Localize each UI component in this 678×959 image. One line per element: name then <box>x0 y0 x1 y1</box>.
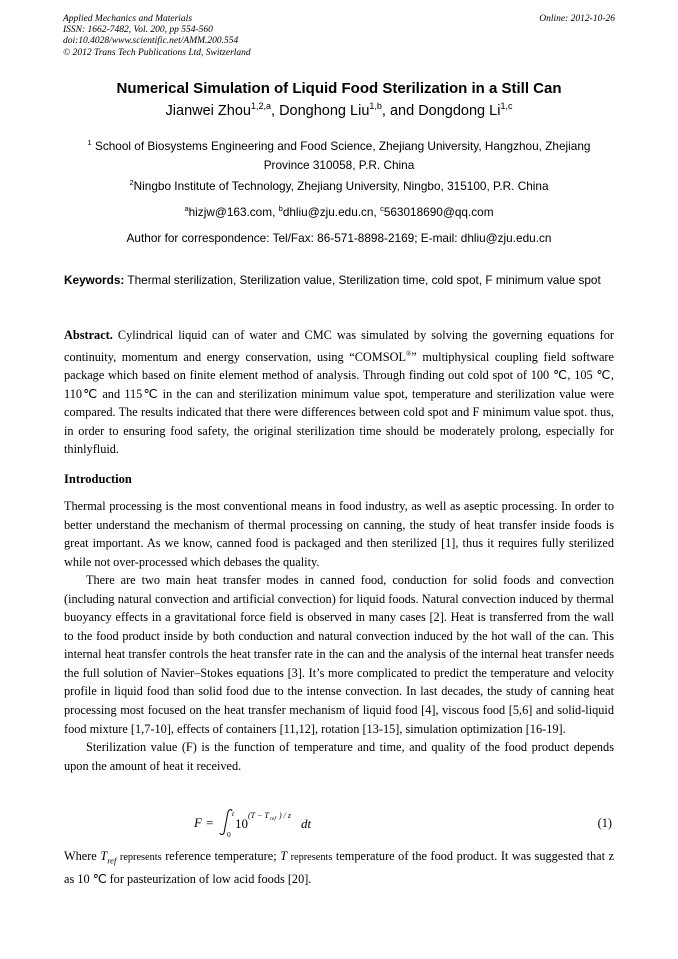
email-marker: b <box>278 204 283 213</box>
equation-exponent-subscript: ref <box>270 816 276 822</box>
abstract-label: Abstract. <box>64 328 113 342</box>
abstract-text: Cylindrical liquid can of water and CMC was simulated by solving the governing equations for continuity, momentum and energy conservation, using “COMSOL <box>64 328 614 364</box>
section-heading-introduction: Introduction <box>64 472 132 486</box>
email-separator: , <box>272 205 279 219</box>
integral-lower-limit: 0 <box>227 830 231 838</box>
email-marker: c <box>380 204 384 213</box>
author-name: Donghong Liu <box>279 103 370 119</box>
author-name: Dongdong Li <box>418 103 501 119</box>
author-list <box>0 103 678 119</box>
where-text: temperature of the food product. It was suggested that z as 10 ℃ for pasteurization of low acid foods [20]. <box>64 849 615 886</box>
represents-word: represents <box>119 852 162 863</box>
email-separator: , <box>373 205 381 219</box>
keywords-block <box>64 272 614 289</box>
equation-formula <box>190 808 320 838</box>
email-marker: a <box>184 204 189 213</box>
trademark-mark: ® <box>405 349 412 358</box>
tref-symbol: T <box>100 849 108 863</box>
copyright-line: © 2012 Trans Tech Publications Ltd, Switzerland <box>63 47 251 58</box>
equation-lhs: F = <box>194 815 214 830</box>
equation-exponent-end: ) / z <box>279 811 291 820</box>
t-symbol: T <box>280 849 288 863</box>
represents-word: represents <box>290 852 333 863</box>
author-separator: , and <box>381 103 419 119</box>
affiliation-marker: 1 <box>87 138 92 147</box>
journal-name: Applied Mechanics and Materials <box>63 14 193 24</box>
author-separator: , <box>271 103 280 119</box>
keywords-text: Thermal sterilization, Sterilization value, Sterilization time, cold spot, F minimum value spot <box>127 273 601 287</box>
affiliation-text: Ningbo Institute of Technology, Zhejiang University, Ningbo, 315100, P.R. China <box>133 179 549 193</box>
paper-title: Numerical Simulation of Liquid Food Sterilization in a Still Can <box>116 80 562 97</box>
email-address: 563018690@qq.com <box>383 205 494 219</box>
correspondence-line: Author for correspondence: Tel/Fax: 86-571-8898-2169; E-mail: dhliu@zju.edu.cn <box>126 231 552 245</box>
email-list <box>0 205 678 219</box>
tref-subscript: ref <box>107 855 117 866</box>
affiliation-text: School of Biosystems Engineering and Food Science, Zhejiang University, Hangzhou, Zhejiang Province 310058, P.R. China <box>94 139 591 172</box>
intro-paragraph: There are two main heat transfer modes in canned food, conduction for solid foods and convection (including natural convection and artificial convection) for liquid foods. Natural convection induced by thermal buoyancy effects in a gravitational force field is observed in many cases [2]. Heat is transferred from the wall to the food product inside by both conduction and natural convection induced by the hot wall of the can. This internal heat transfer controls the heat transfer rate in the can and the analysis of the internal heat transfer needs the full solution of Navier–Stokes equations [3]. It’s more complicated to predict the temperature and velocity profile in liquid food than solid food due to the intense convection. In last decades, the study of canning heat processing most focused on the heat transfer mechanism of liquid food [4], viscous food [5,6] and solid-liquid food mixture [1,7-10], effects of containers [11,12], rotation [13-15], simulation optimization [16-19]. <box>64 573 614 736</box>
author-superscript: 1,c <box>500 101 513 111</box>
keywords-label: Keywords: <box>64 273 125 287</box>
equation-differential: dt <box>301 816 312 831</box>
equation-exponent: (T − T <box>248 811 269 820</box>
author-name: Jianwei Zhou <box>165 103 251 119</box>
affiliation-marker: 2 <box>129 178 134 187</box>
integral-upper-limit: t <box>232 809 235 818</box>
author-superscript: 1,b <box>369 101 382 111</box>
where-paragraph <box>64 847 614 889</box>
where-text: reference temperature; <box>165 849 277 863</box>
author-superscript: 1,2,a <box>250 101 272 111</box>
intro-paragraph: Thermal processing is the most conventional means in food industry, as well as aseptic processing. In order to better understand the mechanism of thermal processing on canning, the study of heat transfer inside foods is great important. As we know, canned food is packaged and then sterilized [1], thus it requires fully sterilized while not over-processed which debases the quality. <box>64 499 614 569</box>
affiliation-1 <box>66 137 612 175</box>
intro-paragraph: Sterilization value (F) is the function of temperature and time, and quality of the food product depends upon the amount of heat it received. <box>64 740 614 773</box>
email-address: dhliu@zju.edu.cn <box>282 205 374 219</box>
abstract-text-continued: ” multiphysical coupling field software package which based on finite element method of analysis. Through finding out cold spot of 100 ℃, 105 ℃, 110℃ and 115℃ in the can and sterilization minimum value spot, temperature and sterilization value were compared. The results indicated that there were differences between cold spot and F minimum value spot. thus, in order to ensuring food safety, the original sterilization time should be moderately prolong, especially for thinlyfluid. <box>64 349 614 457</box>
equation-base: 10 <box>235 816 248 831</box>
affiliation-2 <box>0 179 678 193</box>
where-text: Where <box>64 849 97 863</box>
equation-1 <box>64 808 614 838</box>
online-date: Online: 2012-10-26 <box>539 14 615 24</box>
email-address: hizjw@163.com <box>188 205 273 219</box>
journal-header <box>63 14 615 59</box>
introduction-body <box>64 497 614 775</box>
doi-line: doi:10.4028/www.scientific.net/AMM.200.554 <box>63 36 239 47</box>
abstract-block <box>64 326 614 459</box>
issn-line: ISSN: 1662-7482, Vol. 200, pp 554-560 <box>63 25 213 36</box>
equation-number: (1) <box>597 816 612 830</box>
